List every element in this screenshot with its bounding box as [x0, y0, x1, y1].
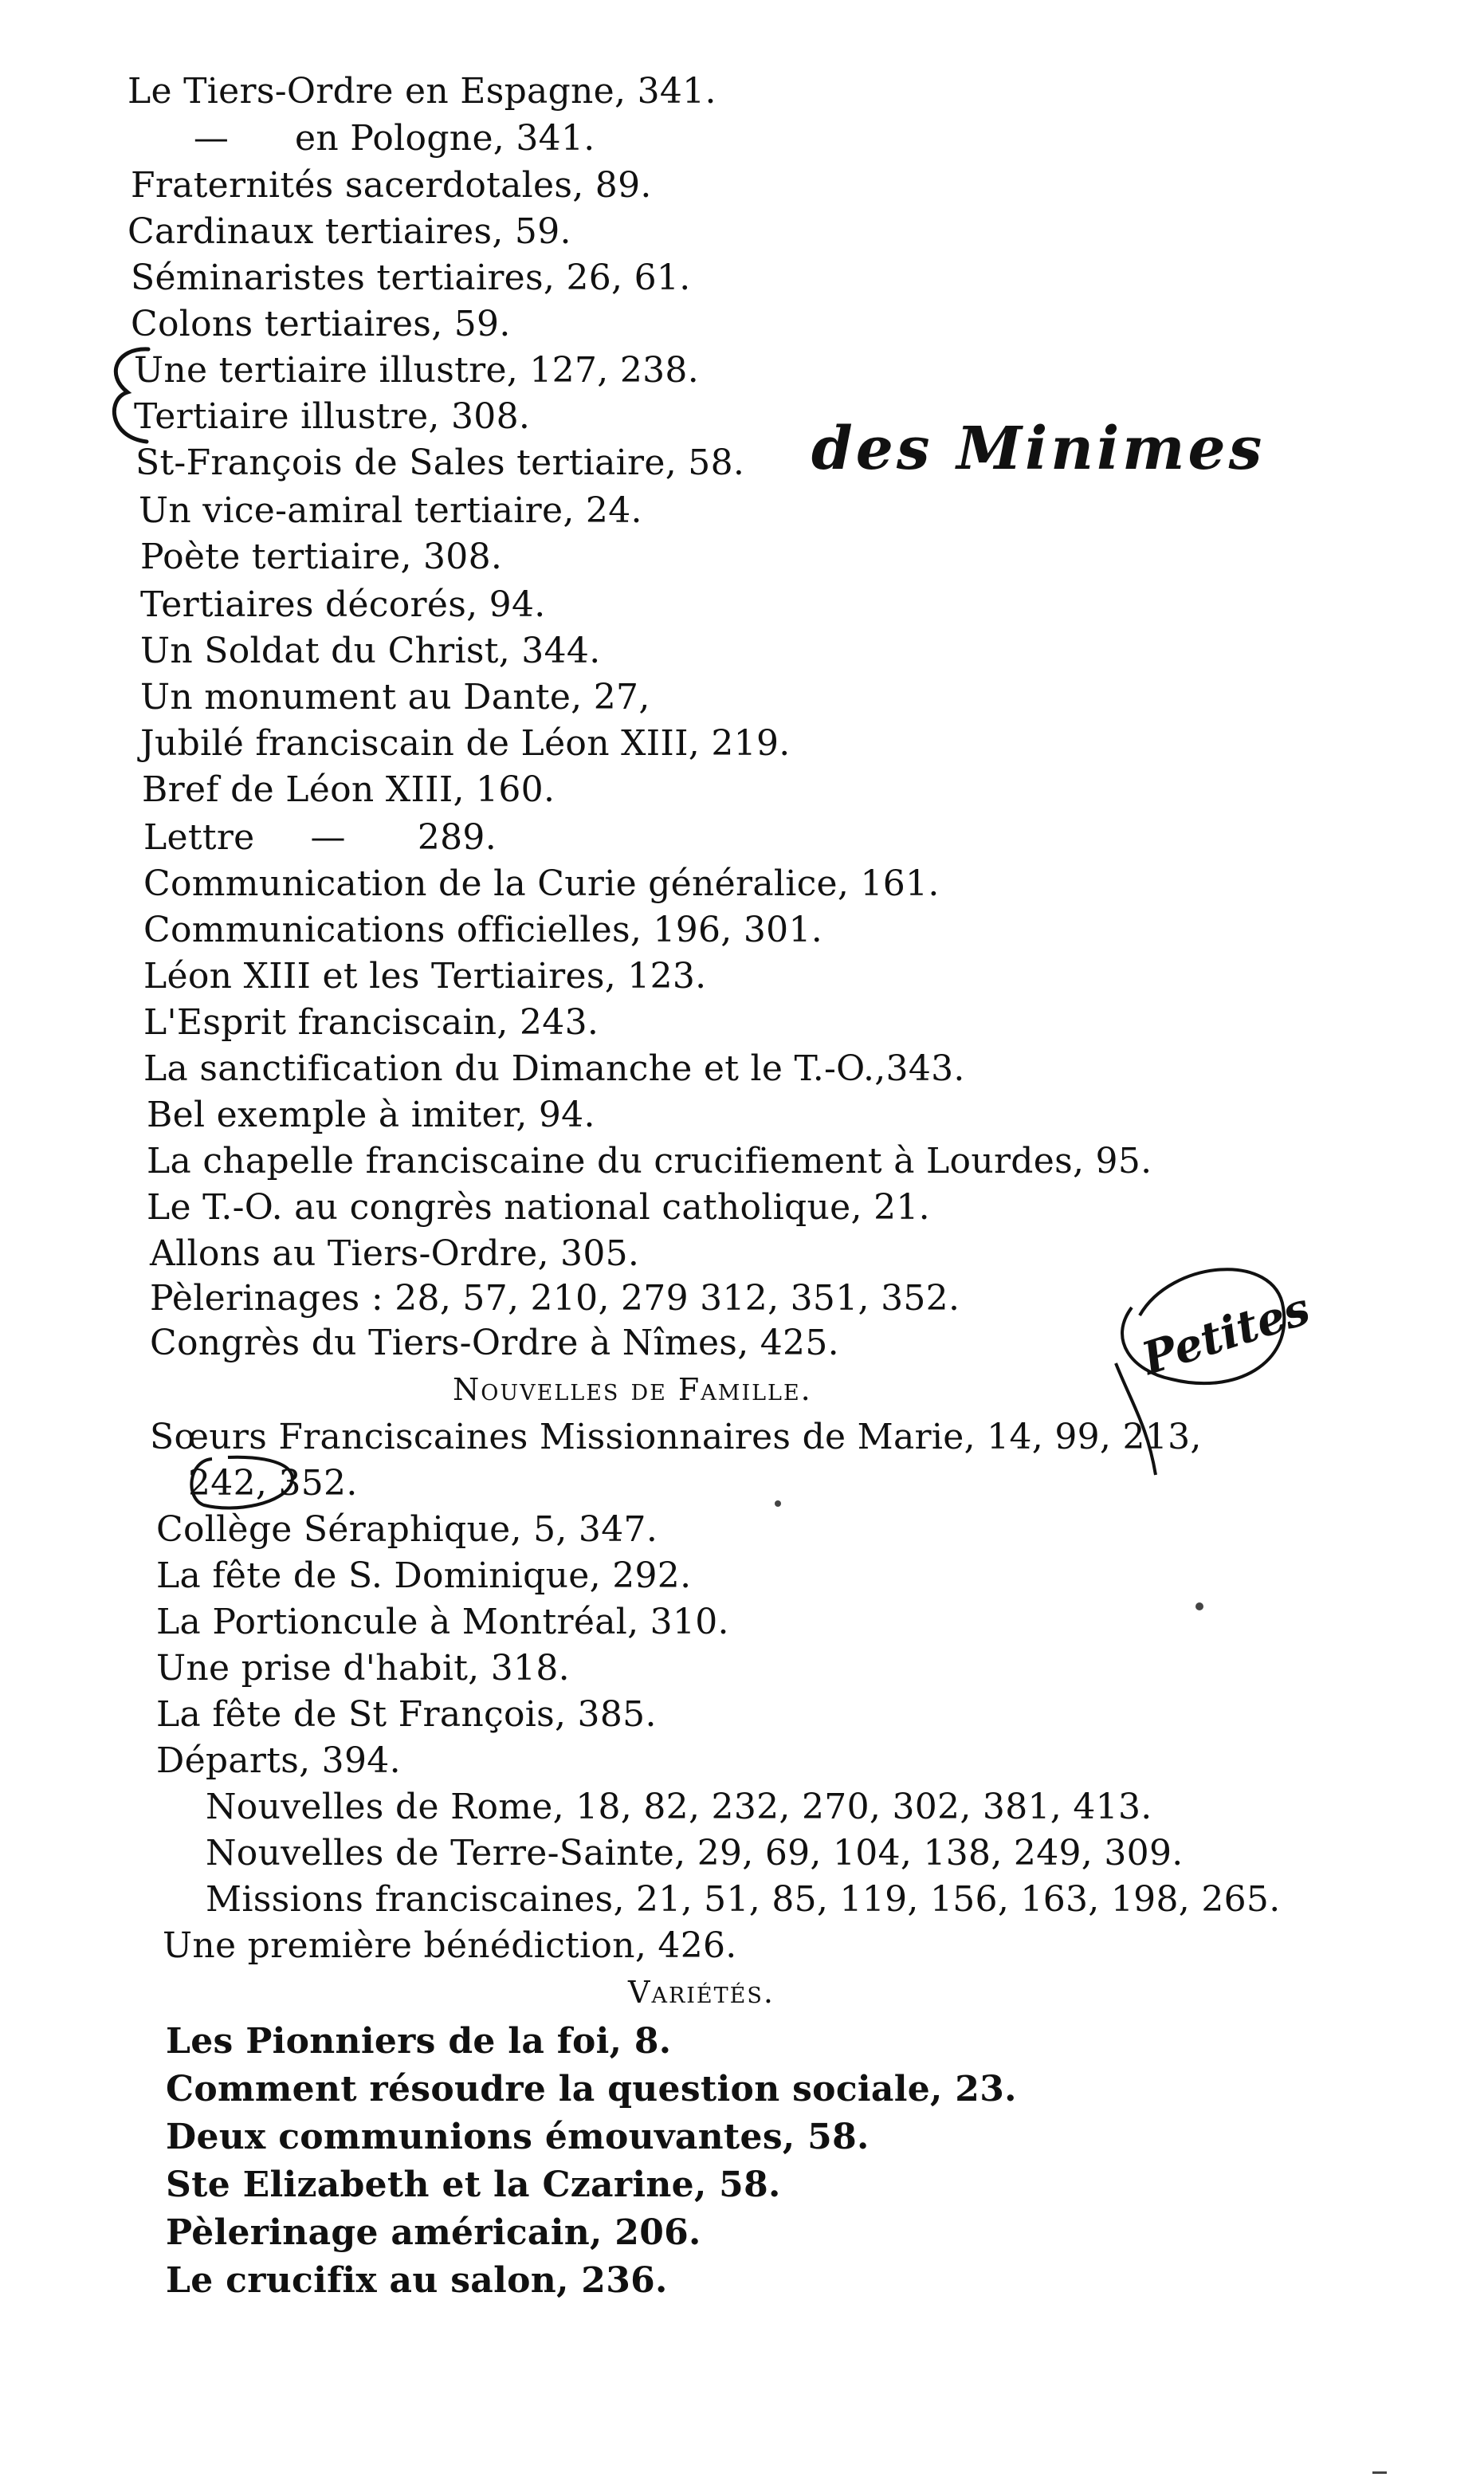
index-line: Un monument au Dante, 27, — [140, 677, 650, 718]
index-line: Communications officielles, 196, 301. — [143, 910, 823, 950]
index-line: Sœurs Franciscaines Missionnaires de Marie, 14, 99, 213, — [150, 1417, 1202, 1457]
index-line: St-François de Sales tertiaire, 58. — [135, 442, 745, 483]
index-line: Comment résoudre la question sociale, 23. — [166, 2069, 1017, 2109]
index-line: Communication de la Curie généralice, 161. — [143, 863, 940, 904]
index-line: Pèlerinages : 28, 57, 210, 279 312, 351, 352. — [150, 1278, 960, 1319]
index-line: La sanctification du Dimanche et le T.-O.,343. — [143, 1048, 965, 1089]
index-line: Les Pionniers de la foi, 8. — [166, 2021, 672, 2062]
index-line: Nouvelles de Terre-Sainte, 29, 69, 104, 138, 249, 309. — [206, 1833, 1184, 1874]
index-line: La chapelle franciscaine du crucifiement à Lourdes, 95. — [147, 1141, 1152, 1182]
index-line: Une tertiaire illustre, 127, 238. — [134, 350, 700, 391]
index-line: Une première bénédiction, 426. — [163, 1925, 737, 1966]
index-line: Ste Elizabeth et la Czarine, 58. — [166, 2164, 781, 2205]
index-line: Fraternités sacerdotales, 89. — [131, 165, 652, 206]
index-line: Bel exemple à imiter, 94. — [147, 1095, 595, 1135]
scan-speck — [775, 1500, 781, 1507]
index-line: Le Tiers-Ordre en Espagne, 341. — [128, 71, 716, 112]
lettre-dash: — — [310, 817, 346, 858]
index-line: Pèlerinage américain, 206. — [166, 2212, 701, 2253]
index-line: Cardinaux tertiaires, 59. — [128, 211, 571, 252]
scan-speck — [1195, 1602, 1203, 1610]
index-line: Tertiaires décorés, 94. — [140, 584, 546, 625]
lettre-word: Lettre — [143, 817, 255, 858]
index-line: Une prise d'habit, 318. — [156, 1648, 570, 1689]
index-line: Jubilé franciscain de Léon XIII, 219. — [140, 723, 791, 764]
index-line: La Portioncule à Montréal, 310. — [156, 1602, 729, 1642]
index-line: Un Soldat du Christ, 344. — [140, 631, 601, 671]
index-line: Le T.-O. au congrès national catholique, 21. — [147, 1187, 930, 1228]
index-line: Tertiaire illustre, 308. — [134, 396, 531, 437]
index-line: Missions franciscaines, 21, 51, 85, 119, 156, 163, 198, 265. — [206, 1879, 1281, 1920]
index-line: Congrès du Tiers-Ordre à Nîmes, 425. — [150, 1323, 839, 1363]
section-heading-famille: Nouvelles de Famille. — [453, 1372, 812, 1407]
index-line: La fête de S. Dominique, 292. — [156, 1555, 692, 1596]
index-line: Bref de Léon XIII, 160. — [142, 769, 556, 810]
index-line — [143, 815, 497, 861]
index-line: Allons au Tiers-Ordre, 305. — [150, 1233, 640, 1274]
handwritten-note-minimes: des Minimes — [811, 415, 1266, 483]
lettre-page: 289. — [417, 817, 497, 858]
index-line: Le crucifix au salon, 236. — [166, 2260, 668, 2301]
handwritten-note-petites: Petites — [1136, 1282, 1317, 1386]
index-line: Séminaristes tertiaires, 26, 61. — [131, 258, 691, 298]
section-heading-varietes: Variétés. — [628, 1975, 775, 2010]
handwritten-bracket — [100, 343, 156, 446]
index-line: Un vice-amiral tertiaire, 24. — [139, 490, 642, 531]
index-line: Colons tertiaires, 59. — [131, 304, 511, 344]
handwritten-circle-242 — [180, 1451, 308, 1515]
index-line: L'Esprit franciscain, 243. — [143, 1002, 599, 1043]
index-line: La fête de St François, 385. — [156, 1694, 657, 1735]
index-line: Nouvelles de Rome, 18, 82, 232, 270, 302, 381, 413. — [206, 1787, 1152, 1827]
scan-speck — [1372, 2471, 1387, 2474]
index-line: Collège Séraphique, 5, 347. — [156, 1509, 658, 1550]
index-line: Poète tertiaire, 308. — [140, 537, 503, 577]
index-line-text: en Pologne, 341. — [295, 118, 595, 159]
index-line: Deux communions émouvantes, 58. — [166, 2117, 870, 2157]
index-line: Départs, 394. — [156, 1740, 401, 1781]
index-line: Léon XIII et les Tertiaires, 123. — [143, 956, 707, 997]
index-line: — en Pologne, 341. — [193, 118, 595, 159]
index-line: 242, 352. — [188, 1463, 358, 1504]
